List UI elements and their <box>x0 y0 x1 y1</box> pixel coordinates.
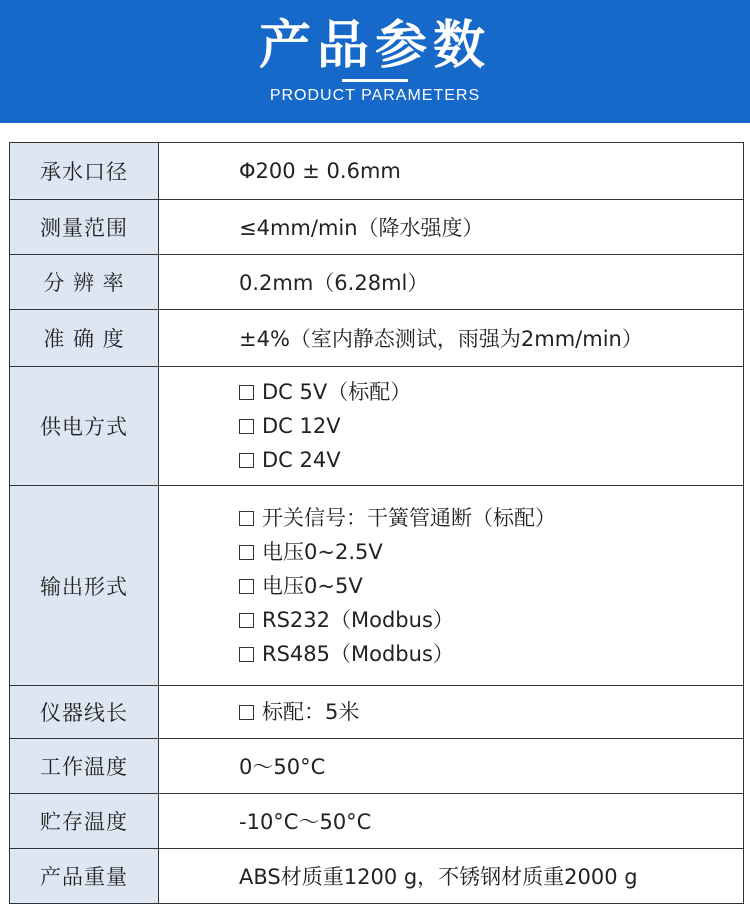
table-row <box>10 739 744 794</box>
table-row <box>10 200 744 255</box>
table-row <box>10 367 744 486</box>
param-options <box>159 486 744 686</box>
param-value: ABS材质重1200 g，不锈钢材质重2000 g <box>159 849 744 904</box>
param-value: ±4%（室内静态测试，雨强为2mm/min） <box>159 310 744 367</box>
option-item <box>239 603 743 637</box>
option-label: 电压0~2.5V <box>262 539 383 564</box>
table-row <box>10 486 744 686</box>
option-label: DC 5V（标配） <box>262 380 412 404</box>
param-options <box>159 367 744 486</box>
option-item <box>239 637 743 671</box>
param-label: 测量范围 <box>10 200 159 255</box>
param-label: 分 辨 率 <box>10 255 159 310</box>
checkbox-icon <box>239 705 254 720</box>
param-value: Φ200 ± 0.6mm <box>159 143 744 200</box>
parameters-table <box>9 142 744 904</box>
option-label: RS232（Modbus） <box>262 607 454 632</box>
param-options <box>159 686 744 739</box>
option-item <box>239 409 743 443</box>
table-row <box>10 794 744 849</box>
param-value: -10°C～50°C <box>159 794 744 849</box>
option-item <box>239 535 743 569</box>
param-value: 0.2mm（6.28ml） <box>159 255 744 310</box>
param-label: 贮存温度 <box>10 794 159 849</box>
page-header <box>0 0 750 123</box>
param-label: 供电方式 <box>10 367 159 486</box>
checkbox-icon <box>239 613 254 628</box>
option-item <box>239 569 743 603</box>
option-item <box>239 695 743 729</box>
option-item <box>239 443 743 477</box>
param-label: 产品重量 <box>10 849 159 904</box>
checkbox-icon <box>239 647 254 662</box>
table-row <box>10 849 744 904</box>
param-label: 输出形式 <box>10 486 159 686</box>
checkbox-icon <box>239 419 254 434</box>
option-item <box>239 501 743 535</box>
checkbox-icon <box>239 545 254 560</box>
table-row <box>10 686 744 739</box>
table-row <box>10 143 744 200</box>
checkbox-icon <box>239 453 254 468</box>
param-label: 仪器线长 <box>10 686 159 739</box>
param-value: ≤4mm/min（降水强度） <box>159 200 744 255</box>
checkbox-icon <box>239 511 254 526</box>
param-label: 承水口径 <box>10 143 159 200</box>
option-label: 开关信号：干簧管通断（标配） <box>262 505 556 530</box>
param-label: 准 确 度 <box>10 310 159 367</box>
param-label: 工作温度 <box>10 739 159 794</box>
page-title: 产品参数 <box>258 16 491 76</box>
checkbox-icon <box>239 385 254 400</box>
option-label: DC 12V <box>262 414 341 438</box>
table-row <box>10 310 744 367</box>
checkbox-icon <box>239 579 254 594</box>
param-value: 0～50°C <box>159 739 744 794</box>
option-item <box>239 375 743 409</box>
option-label: 电压0~5V <box>262 573 363 598</box>
page-subtitle: PRODUCT PARAMETERS <box>269 87 481 104</box>
option-label: 标配：5米 <box>262 700 360 724</box>
option-label: RS485（Modbus） <box>262 641 454 666</box>
title-divider <box>342 79 408 82</box>
table-row <box>10 255 744 310</box>
option-label: DC 24V <box>262 448 341 472</box>
